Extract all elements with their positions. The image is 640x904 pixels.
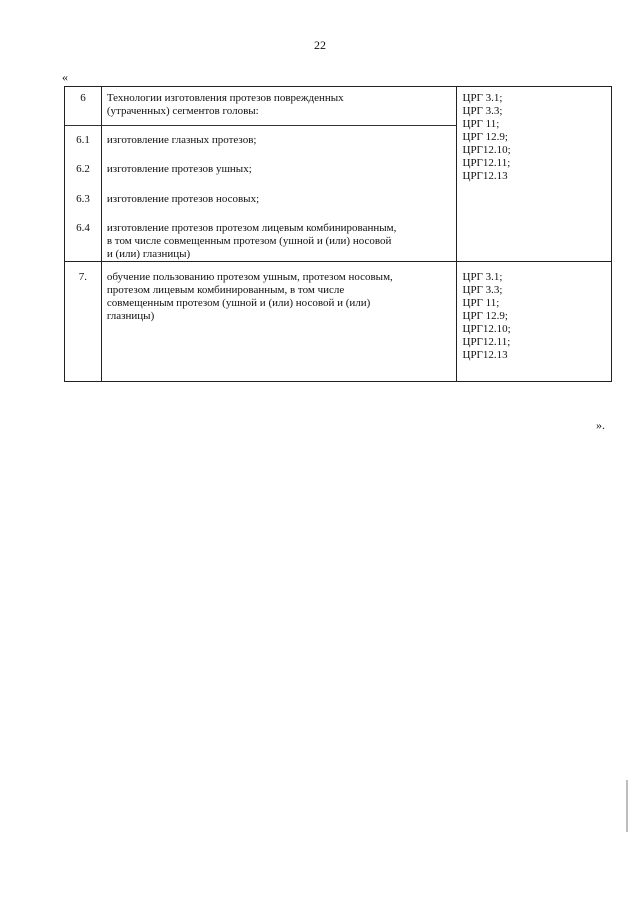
sub-item-6-3: изготовление протезов носовых; bbox=[106, 193, 260, 205]
scan-edge-mark bbox=[626, 780, 628, 832]
row-number: 7. bbox=[78, 271, 88, 283]
code-item: ЦРГ12.13 bbox=[462, 170, 508, 182]
code-item: ЦРГ12.11; bbox=[462, 157, 511, 169]
code-list bbox=[457, 87, 612, 183]
table-row-6 bbox=[65, 87, 612, 262]
sub-item-6-4-line-3: и (или) глазницы) bbox=[106, 248, 191, 260]
opening-quote: « bbox=[62, 70, 68, 84]
codes-cell bbox=[456, 87, 612, 262]
sub-item-6-2: изготовление протезов ушных; bbox=[106, 163, 252, 175]
section-title-line-1: Технологии изготовления протезов поврежденных bbox=[106, 92, 344, 104]
code-item: ЦРГ 3.1; bbox=[462, 92, 503, 104]
code-item: ЦРГ12.13 bbox=[462, 349, 508, 361]
code-item: ЦРГ12.10; bbox=[462, 144, 511, 156]
prosthetics-table bbox=[64, 86, 612, 382]
sub-item-6-1: изготовление глазных протезов; bbox=[106, 134, 257, 146]
sub-item-6-4-line-1: изготовление протезов протезом лицевым комбинированным, bbox=[106, 222, 397, 234]
code-list bbox=[457, 262, 612, 362]
code-item: ЦРГ12.11; bbox=[462, 336, 511, 348]
page-number: 22 bbox=[314, 38, 326, 52]
row-7-text-line-1: обучение пользованию протезом ушным, протезом носовым, bbox=[106, 271, 393, 283]
code-item: ЦРГ 3.1; bbox=[462, 271, 503, 283]
sub-number-6-1: 6.1 bbox=[76, 134, 90, 146]
code-item: ЦРГ12.10; bbox=[462, 323, 511, 335]
row-7-text-line-4: глазницы) bbox=[106, 310, 155, 322]
code-item: ЦРГ 3.3; bbox=[462, 105, 503, 117]
sub-number-6-4: 6.4 bbox=[76, 222, 90, 234]
code-item: ЦРГ 11; bbox=[462, 297, 500, 309]
row-7-text-line-2: протезом лицевым комбинированным, в том числе bbox=[106, 284, 345, 296]
table-row-7 bbox=[65, 262, 612, 382]
code-item: ЦРГ 12.9; bbox=[462, 131, 508, 143]
codes-cell bbox=[456, 262, 612, 382]
description-cell bbox=[101, 87, 456, 262]
row-divider bbox=[102, 125, 457, 126]
sub-item-6-4-line-2: в том числе совмещенным протезом (ушной и (или) носовой bbox=[106, 235, 392, 247]
section-title-line-2: (утраченных) сегментов головы: bbox=[106, 105, 259, 117]
sub-number-6-3: 6.3 bbox=[76, 193, 90, 205]
row-number: 6 bbox=[80, 92, 86, 104]
description-cell bbox=[101, 262, 456, 382]
code-item: ЦРГ 11; bbox=[462, 118, 500, 130]
row-number-cell bbox=[65, 262, 102, 382]
row-divider bbox=[65, 125, 101, 126]
sub-number-6-2: 6.2 bbox=[76, 163, 90, 175]
row-7-text-line-3: совмещенным протезом (ушной и (или) носовой и (или) bbox=[106, 297, 371, 309]
code-item: ЦРГ 3.3; bbox=[462, 284, 503, 296]
code-item: ЦРГ 12.9; bbox=[462, 310, 508, 322]
closing-quote: ». bbox=[596, 418, 605, 432]
row-number-cell bbox=[65, 87, 102, 262]
